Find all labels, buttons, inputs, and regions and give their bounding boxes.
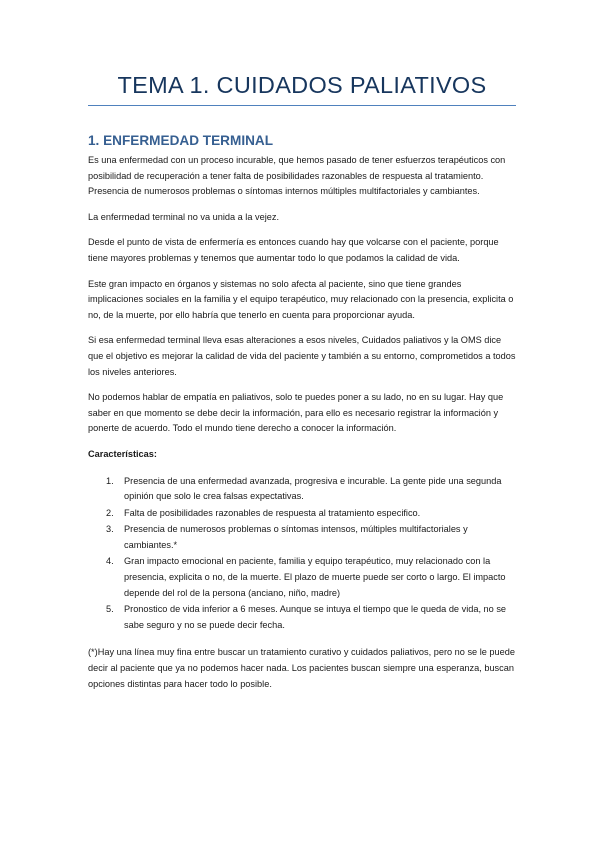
section-heading: 1. ENFERMEDAD TERMINAL — [88, 133, 274, 148]
list-number: 2. — [106, 507, 114, 518]
list-number: 5. — [106, 604, 114, 615]
title-underline — [88, 105, 516, 106]
list-item-text: Presencia de numerosos problemas o síntomas intensos, múltiples multifactoriales y cambiantes.* — [124, 524, 468, 550]
footnote: (*)Hay una línea muy fina entre buscar un tratamiento curativo y cuidados paliativos, pero no se le puede decir al paciente que ya no podemos hacer nada. Los pacientes buscan siempre una esperanza, buscan opciones distintas para hacer todo lo posible. — [88, 647, 515, 689]
list-number: 4. — [106, 556, 114, 567]
paragraph: Desde el punto de vista de enfermería es entonces cuando hay que volcarse con el paciente, porque tiene mayores problemas y tenemos que aumentar todo lo que podamos la calidad de vida. — [88, 237, 499, 263]
list-item-text: Presencia de una enfermedad avanzada, progresiva e incurable. La gente pide una segunda opinión que solo le crea falsas expectativas. — [124, 475, 502, 502]
characteristics-list — [88, 474, 516, 634]
list-item — [88, 554, 516, 601]
paragraph: Es una enfermedad con un proceso incurable, que hemos pasado de tener esfuerzos terapéuticos con posibilidad de recuperación a tener falta de posibilidades razonables de respuesta al tratamiento. Presencia de numerosos problemas o síntomas internos múltiples multifactoriales y cambiantes. — [88, 155, 506, 197]
list-item-text: Falta de posibilidades razonables de respuesta al tratamiento especifico. — [124, 507, 421, 518]
list-item — [88, 602, 516, 633]
paragraph: La enfermedad terminal no va unida a la vejez. — [88, 211, 280, 222]
characteristics-label: Características: — [88, 448, 157, 459]
main-content — [88, 132, 516, 702]
list-item — [88, 506, 516, 522]
paragraph: No podemos hablar de empatía en paliativos, solo te puedes poner a su lado, no en su lugar. Hay que saber en que momento se debe decir la información, para ello es necesario registrar la información y ponerte de acuerdo. Todo el mundo tiene derecho a conocer la información. — [88, 392, 504, 434]
list-item-text: Gran impacto emocional en paciente, familia y equipo terapéutico, muy relacionado con la presencia, explicita o no, de la muerte. El plazo de muerte puede ser corto o largo. El impacto depende del rol de la persona (anciano, niño, madre) — [124, 556, 506, 598]
list-number: 3. — [106, 524, 114, 535]
list-item-text: Pronostico de vida inferior a 6 meses. Aunque se intuya el tiempo que le queda de vida, no se sabe seguro y no se puede decir fecha. — [124, 604, 507, 630]
list-number: 1. — [106, 475, 114, 486]
page-title: TEMA 1. CUIDADOS PALIATIVOS — [117, 72, 487, 98]
list-item — [88, 474, 516, 505]
paragraph: Si esa enfermedad terminal lleva esas alteraciones a esos niveles, Cuidados paliativos y la OMS dice que el objetivo es mejorar la calidad de vida del paciente y también a su entorno, comprometidos a todos los niveles anteriores. — [88, 335, 516, 377]
paragraph: Este gran impacto en órganos y sistemas no solo afecta al paciente, sino que tiene grandes implicaciones sociales en la familia y el equipo terapéutico, muy relacionado con la presencia, explicita o no, de la muerte, por ello habría que tenerlo en cuenta para proporcionar ayuda. — [88, 278, 514, 320]
list-item — [88, 522, 516, 553]
